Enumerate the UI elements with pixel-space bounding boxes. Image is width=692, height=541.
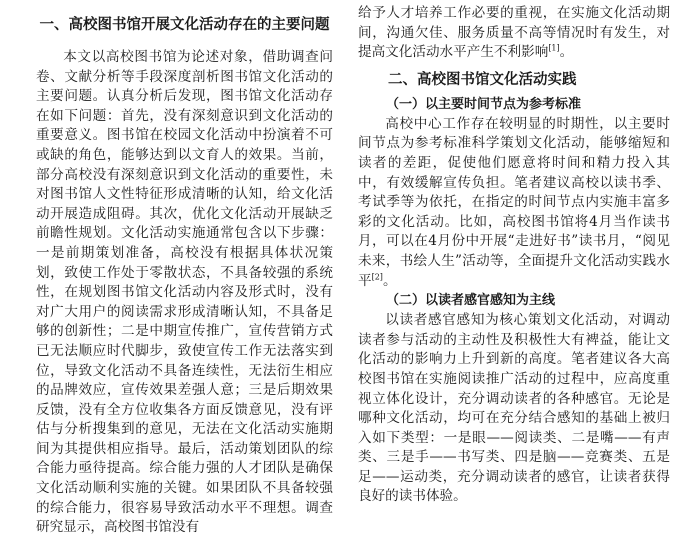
left-column bbox=[36, 4, 333, 538]
subsection-1-end: 。 bbox=[382, 272, 397, 289]
section-heading-1: 一、高校图书馆开展文化活动存在的主要问题 bbox=[39, 17, 330, 33]
subsection-heading-1: （一）以主要时间节点为参考标准 bbox=[386, 96, 582, 112]
subsection-2-paragraph: 以读者感官感知为核心策划文化活动，对调动读者参与活动的主动性及积极性大有裨益，能让文化活动的影响力上升到新的高度。笔者建议各大高校图书馆在实施阅读推广活动的过程中，应高度重视立体化设计，充分调动读者的各种感官。无论是哪种文化活动，均可在充分结合感知的基础上被归入如下类型：一是眼——阅读类、二是嘴——有声类、三是手——书写类、四是脑——竞赛类、五是足——运动类，充分调动读者的感官，让读者获得良好的读书体验。 bbox=[358, 312, 670, 505]
citation-ref-2: [2] bbox=[371, 272, 383, 281]
subsection-1-text: 高校中心工作存在较明显的时期性，以主要时间节点为参考标准科学策划文化活动，能够缩短和读者的差距，促使他们愿意将时间和精力投入其中，有效缓解宣传负担。笔者建议高校以读书季、考试季等为依托，在指定的时间节点内实施丰富多彩的文化活动。比如，高校图书馆将4月当作读书月，可以在4月份中开展“走进好书”读书月，“阅见未来，书绘人生”活动等，全面提升文化活动实践水平 bbox=[358, 115, 670, 289]
section-1-paragraph: 本文以高校图书馆为论述对象，借助调查问卷、文献分析等手段深度剖析图书馆文化活动的主要问题。认真分析后发现，图书馆文化活动存在如下问题：首先，没有深刻意识到文化活动的重要意义。图书馆在校园文化活动中扮演着不可或缺的角色，能够达到以文育人的效果。当前，部分高校没有深刻意识到文化活动的重要性，未对图书馆人文性特征形成清晰的认知，给文化活动开展造成阻碍。其次，优化文化活动开展缺乏前瞻性规划。文化活动实施通常包含以下步骤：一是前期策划准备，高校没有根据具体状况策划，致使工作处于零散状态，不具备较强的系统性，在规划图书馆文化活动内容及形式时，没有对广大用户的阅读需求形成清晰认知，不具备足够的创新性；二是中期宣传推广，宣传营销方式已无法顺应时代脚步，致使宣传工作无法落实到位，导致文化活动不具备连续性，无法衍生相应的品牌效应，宣传效果差强人意；三是后期效果反馈，没有全方位收集各方面反馈意见，没有评估与分析搜集到的意见，无法在文化活动实施期间为其提供相应指导。最后，活动策划团队的综合能力亟待提高。综合能力强的人才团队是确保文化活动顺利实施的关键。如果团队不具备较强的综合能力，很容易导致活动水平不理想。调查研究显示，高校图书馆没有 bbox=[36, 49, 333, 536]
citation-ref-1: [1] bbox=[548, 43, 560, 53]
right-column bbox=[358, 4, 670, 507]
continued-paragraph bbox=[358, 4, 670, 63]
continued-paragraph-text: 给予人才培养工作必要的重视，在实施文化活动期间，沟通欠佳、服务质量不高等情况时有发生，对提高文化活动水平产生不利影响 bbox=[358, 5, 670, 61]
continued-paragraph-end: 。 bbox=[559, 44, 574, 61]
subsection-heading-2: （二）以读者感官感知为主线 bbox=[386, 293, 556, 309]
subsection-1-paragraph bbox=[358, 115, 670, 291]
section-heading-2: 二、高校图书馆文化活动实践 bbox=[388, 71, 577, 88]
